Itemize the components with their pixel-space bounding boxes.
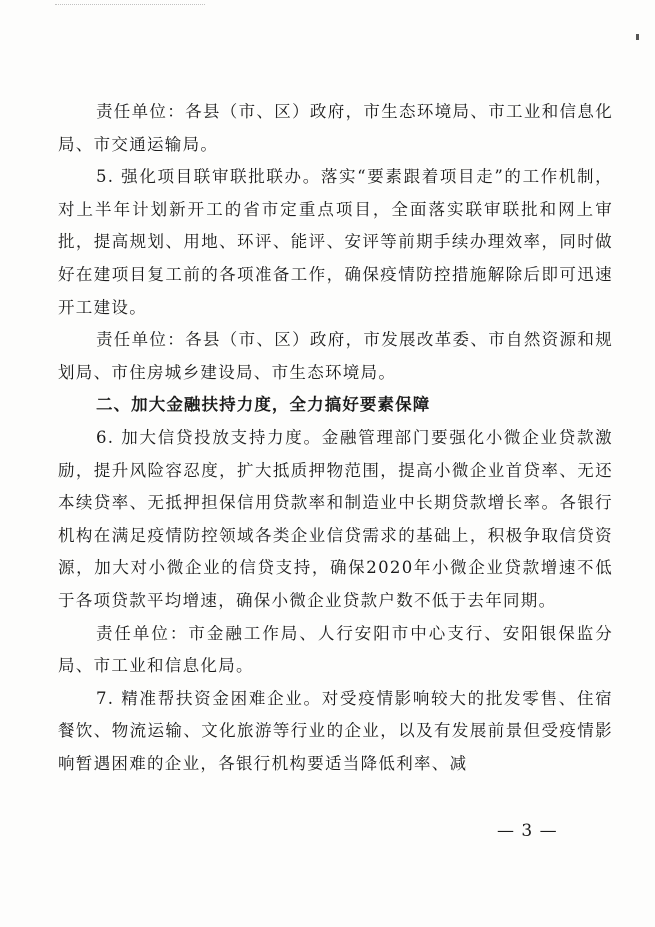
responsible-units-paragraph: 责任单位：各县（市、区）政府，市发展改革委、市自然资源和规划局、市住房城乡建设局、市生态环境局。 (58, 330, 613, 382)
scan-edge-mark (636, 34, 639, 40)
responsible-units-paragraph: 责任单位：各县（市、区）政府，市生态环境局、市工业和信息化局、市交通运输局。 (58, 102, 613, 154)
document-body (58, 96, 613, 780)
item-7-paragraph: 7. 精准帮扶资金困难企业。对受疫情影响较大的批发零售、住宿餐饮、物流运输、文化旅游等行业的企业，以及有发展前景但受疫情影响暂遇困难的企业，各银行机构要适当降低利率、减 (58, 688, 613, 773)
page-number: — 3 — (497, 821, 558, 841)
scan-artifact (55, 4, 205, 11)
item-6-paragraph: 6. 加大信贷投放支持力度。金融管理部门要强化小微企业贷款激励，提升风险容忍度，扩大抵质押物范围，提高小微企业首贷率、无还本续贷率、无抵押担保信用贷款率和制造业中长期贷款增长率。各银行机构在满足疫情防控领域各类企业信贷需求的基础上，积极争取信贷资源，加大对小微企业的信贷支持，确保2020年小微企业贷款增速不低于各项贷款平均增速，确保小微企业贷款户数不低于去年同期。 (58, 427, 613, 610)
section-heading: 二、加大金融扶持力度，全力搞好要素保障 (95, 395, 431, 415)
item-5-paragraph: 5. 强化项目联审联批联办。落实“要素跟着项目走”的工作机制，对上半年计划新开工的省市定重点项目，全面落实联审联批和网上审批，提高规划、用地、环评、能评、安评等前期手续办理效率，同时做好在建项目复工前的各项准备工作，确保疫情防控措施解除后即可迅速开工建设。 (58, 167, 613, 317)
responsible-units-paragraph: 责任单位：市金融工作局、人行安阳市中心支行、安阳银保监分局、市工业和信息化局。 (58, 623, 613, 676)
